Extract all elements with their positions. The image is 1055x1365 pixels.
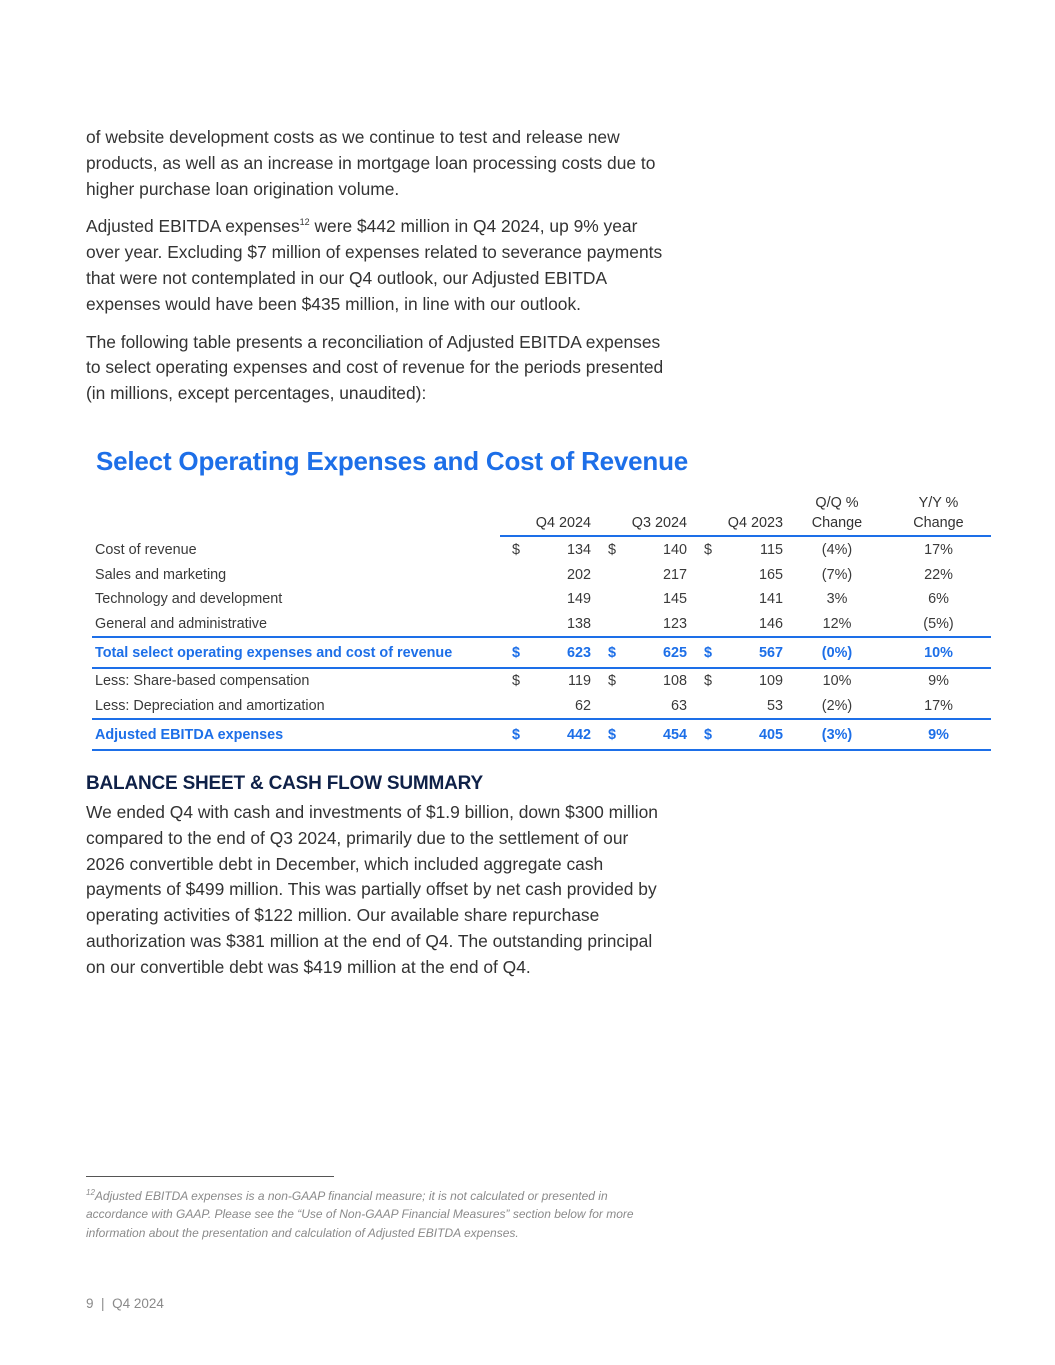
header-yy-line1: Y/Y % bbox=[918, 495, 959, 511]
section-heading-balance-sheet: BALANCE SHEET & CASH FLOW SUMMARY bbox=[86, 773, 483, 794]
value-qq-change: 10% bbox=[822, 673, 852, 690]
table-header-row bbox=[92, 493, 991, 536]
row-label: Adjusted EBITDA expenses bbox=[92, 719, 500, 750]
value-q4-2024: 119 bbox=[568, 673, 591, 690]
value-yy-change: 17% bbox=[886, 694, 991, 720]
value-q4-2024: 202 bbox=[566, 566, 591, 583]
balance-sheet-text bbox=[86, 800, 666, 981]
table-title: Select Operating Expenses and Cost of Revenue bbox=[96, 446, 689, 476]
value-q4-2023: 115 bbox=[760, 542, 783, 559]
value-q3-2024: 145 bbox=[662, 591, 687, 608]
dollar-sign bbox=[500, 694, 532, 720]
value-q3-2024: 140 bbox=[662, 542, 687, 559]
value-q3-2024: 123 bbox=[628, 612, 692, 638]
value-q4-2023: 53 bbox=[724, 694, 788, 720]
value-yy-change: 17% bbox=[924, 542, 953, 559]
dollar-sign bbox=[692, 587, 724, 612]
value-yy-change: (5%) bbox=[886, 612, 991, 638]
dollar-sign: $ bbox=[511, 542, 520, 559]
row-label: General and administrative bbox=[92, 612, 500, 638]
header-q3-2024: Q3 2024 bbox=[628, 493, 692, 536]
dollar-sign: $ bbox=[607, 673, 616, 690]
value-yy-change: 9% bbox=[928, 673, 949, 690]
dollar-sign bbox=[500, 612, 532, 638]
value-q4-2024: 442 bbox=[532, 719, 596, 750]
row-label: Less: Share-based compensation bbox=[95, 673, 310, 690]
row-technology-and-development bbox=[92, 587, 991, 612]
value-yy-change: 6% bbox=[928, 591, 949, 608]
value-qq-change: (7%) bbox=[821, 566, 853, 583]
value-qq-change: (3%) bbox=[788, 719, 886, 750]
value-qq-change: (2%) bbox=[788, 694, 886, 720]
row-total-select-expenses bbox=[92, 637, 991, 668]
dollar-sign: $ bbox=[596, 719, 628, 750]
header-dollar-2 bbox=[596, 493, 628, 536]
balance-sheet-paragraph: We ended Q4 with cash and investments of $1.9 billion, down $300 million compared to the end of Q3 2024, primarily due to the settlement of our 2026 convertible debt in December, which included aggregate cash payments of $499 million. This was partially offset by net cash provided by operating activities of $122 million. Our available share repurchase authorization was $381 million at the end of Q4. The outstanding principal on our convertible debt was $419 million at the end of Q4. bbox=[86, 802, 658, 977]
value-q4-2023: 165 bbox=[758, 566, 783, 583]
value-q4-2024: 623 bbox=[532, 637, 596, 668]
footnote-divider bbox=[86, 1176, 334, 1177]
value-qq-change: (4%) bbox=[821, 542, 853, 559]
intro-paragraph-2-start: Adjusted EBITDA expenses bbox=[86, 216, 300, 237]
row-label: Technology and development bbox=[95, 591, 283, 608]
header-yy-line2: Change bbox=[913, 515, 964, 531]
value-q3-2024: 625 bbox=[628, 637, 692, 668]
dollar-sign bbox=[596, 563, 628, 588]
value-q4-2024: 149 bbox=[566, 591, 591, 608]
dollar-sign: $ bbox=[500, 637, 532, 668]
value-qq-change: 3% bbox=[826, 591, 848, 608]
row-depreciation-and-amortization bbox=[92, 694, 991, 720]
dollar-sign: $ bbox=[500, 719, 532, 750]
value-q4-2023: 405 bbox=[724, 719, 788, 750]
value-q4-2024: 62 bbox=[532, 694, 596, 720]
row-sales-and-marketing bbox=[92, 563, 991, 588]
dollar-sign: $ bbox=[596, 637, 628, 668]
page-footer bbox=[86, 1296, 164, 1311]
value-q3-2024: 217 bbox=[662, 566, 687, 583]
intro-paragraph-2-rest: were $442 million in Q4 2024, up 9% year over year. Excluding $7 million of expenses related to severance payments that were not contemplated in our Q4 outlook, our Adjusted EBITDA expenses would have been $435 million, in line with our outlook. bbox=[86, 216, 663, 314]
dollar-sign: $ bbox=[703, 542, 712, 559]
row-cost-of-revenue bbox=[92, 536, 991, 563]
value-qq-change: 12% bbox=[788, 612, 886, 638]
header-label-blank bbox=[92, 493, 500, 536]
row-label: Total select operating expenses and cost of revenue bbox=[92, 637, 500, 668]
dollar-sign bbox=[692, 612, 724, 638]
value-yy-change: 22% bbox=[924, 566, 953, 583]
footer-period: Q4 2024 bbox=[112, 1296, 164, 1311]
dollar-sign bbox=[596, 587, 628, 612]
row-share-based-compensation bbox=[92, 668, 991, 694]
row-general-and-administrative bbox=[92, 612, 991, 638]
value-q4-2023: 109 bbox=[758, 673, 783, 690]
row-label: Less: Depreciation and amortization bbox=[92, 694, 500, 720]
header-dollar-3 bbox=[692, 493, 724, 536]
dollar-sign: $ bbox=[511, 673, 520, 690]
value-qq-change: (0%) bbox=[788, 637, 886, 668]
header-yy-change bbox=[886, 493, 991, 536]
value-q3-2024: 63 bbox=[628, 694, 692, 720]
value-yy-change: 10% bbox=[886, 637, 991, 668]
value-q4-2023: 146 bbox=[724, 612, 788, 638]
value-yy-change: 9% bbox=[886, 719, 991, 750]
dollar-sign: $ bbox=[692, 719, 724, 750]
intro-paragraph-2 bbox=[86, 214, 666, 317]
value-q4-2023: 141 bbox=[758, 591, 783, 608]
row-label: Cost of revenue bbox=[95, 541, 197, 558]
dollar-sign: $ bbox=[607, 542, 616, 559]
footnote-text: Adjusted EBITDA expenses is a non-GAAP financial measure; it is not calculated or presented in accordance with GAAP. Please see the “Use of Non-GAAP Financial Measures” section below for more information about the presentation and calculation of Adjusted EBITDA expenses. bbox=[86, 1189, 634, 1240]
value-q3-2024: 108 bbox=[662, 673, 687, 690]
header-dollar-1 bbox=[500, 493, 532, 536]
value-q4-2024: 134 bbox=[566, 542, 591, 559]
header-qq-line2: Change bbox=[811, 515, 863, 531]
dollar-sign bbox=[596, 612, 628, 638]
dollar-sign bbox=[500, 587, 532, 612]
expenses-table bbox=[92, 493, 991, 751]
footnote-number: 12 bbox=[86, 1188, 95, 1197]
dollar-sign: $ bbox=[692, 637, 724, 668]
dollar-sign bbox=[692, 563, 724, 588]
footnote-12 bbox=[86, 1187, 666, 1242]
page-number: 9 bbox=[86, 1296, 94, 1311]
value-q4-2023: 567 bbox=[724, 637, 788, 668]
footer-separator: | bbox=[101, 1296, 105, 1311]
value-q3-2024: 454 bbox=[628, 719, 692, 750]
intro-paragraph-1: of website development costs as we continue to test and release new products, as well as an increase in mortgage loan processing costs due to higher purchase loan origination volume. bbox=[86, 127, 656, 199]
intro-text bbox=[86, 125, 666, 407]
dollar-sign bbox=[596, 694, 628, 720]
header-q4-2023: Q4 2023 bbox=[724, 493, 788, 536]
dollar-sign: $ bbox=[703, 673, 712, 690]
row-label: Sales and marketing bbox=[95, 566, 227, 583]
header-qq-change bbox=[788, 493, 886, 536]
header-q4-2024: Q4 2024 bbox=[532, 493, 596, 536]
intro-paragraph-3: The following table presents a reconciliation of Adjusted EBITDA expenses to select operating expenses and cost of revenue for the periods presented (in millions, except percentages, unaudited): bbox=[86, 331, 664, 404]
dollar-sign bbox=[692, 694, 724, 720]
footnote-ref-12[interactable]: 12 bbox=[299, 217, 310, 228]
header-qq-line1: Q/Q % bbox=[815, 495, 859, 511]
value-q4-2024: 138 bbox=[532, 612, 596, 638]
dollar-sign bbox=[500, 563, 532, 588]
row-adjusted-ebitda-expenses bbox=[92, 719, 991, 750]
